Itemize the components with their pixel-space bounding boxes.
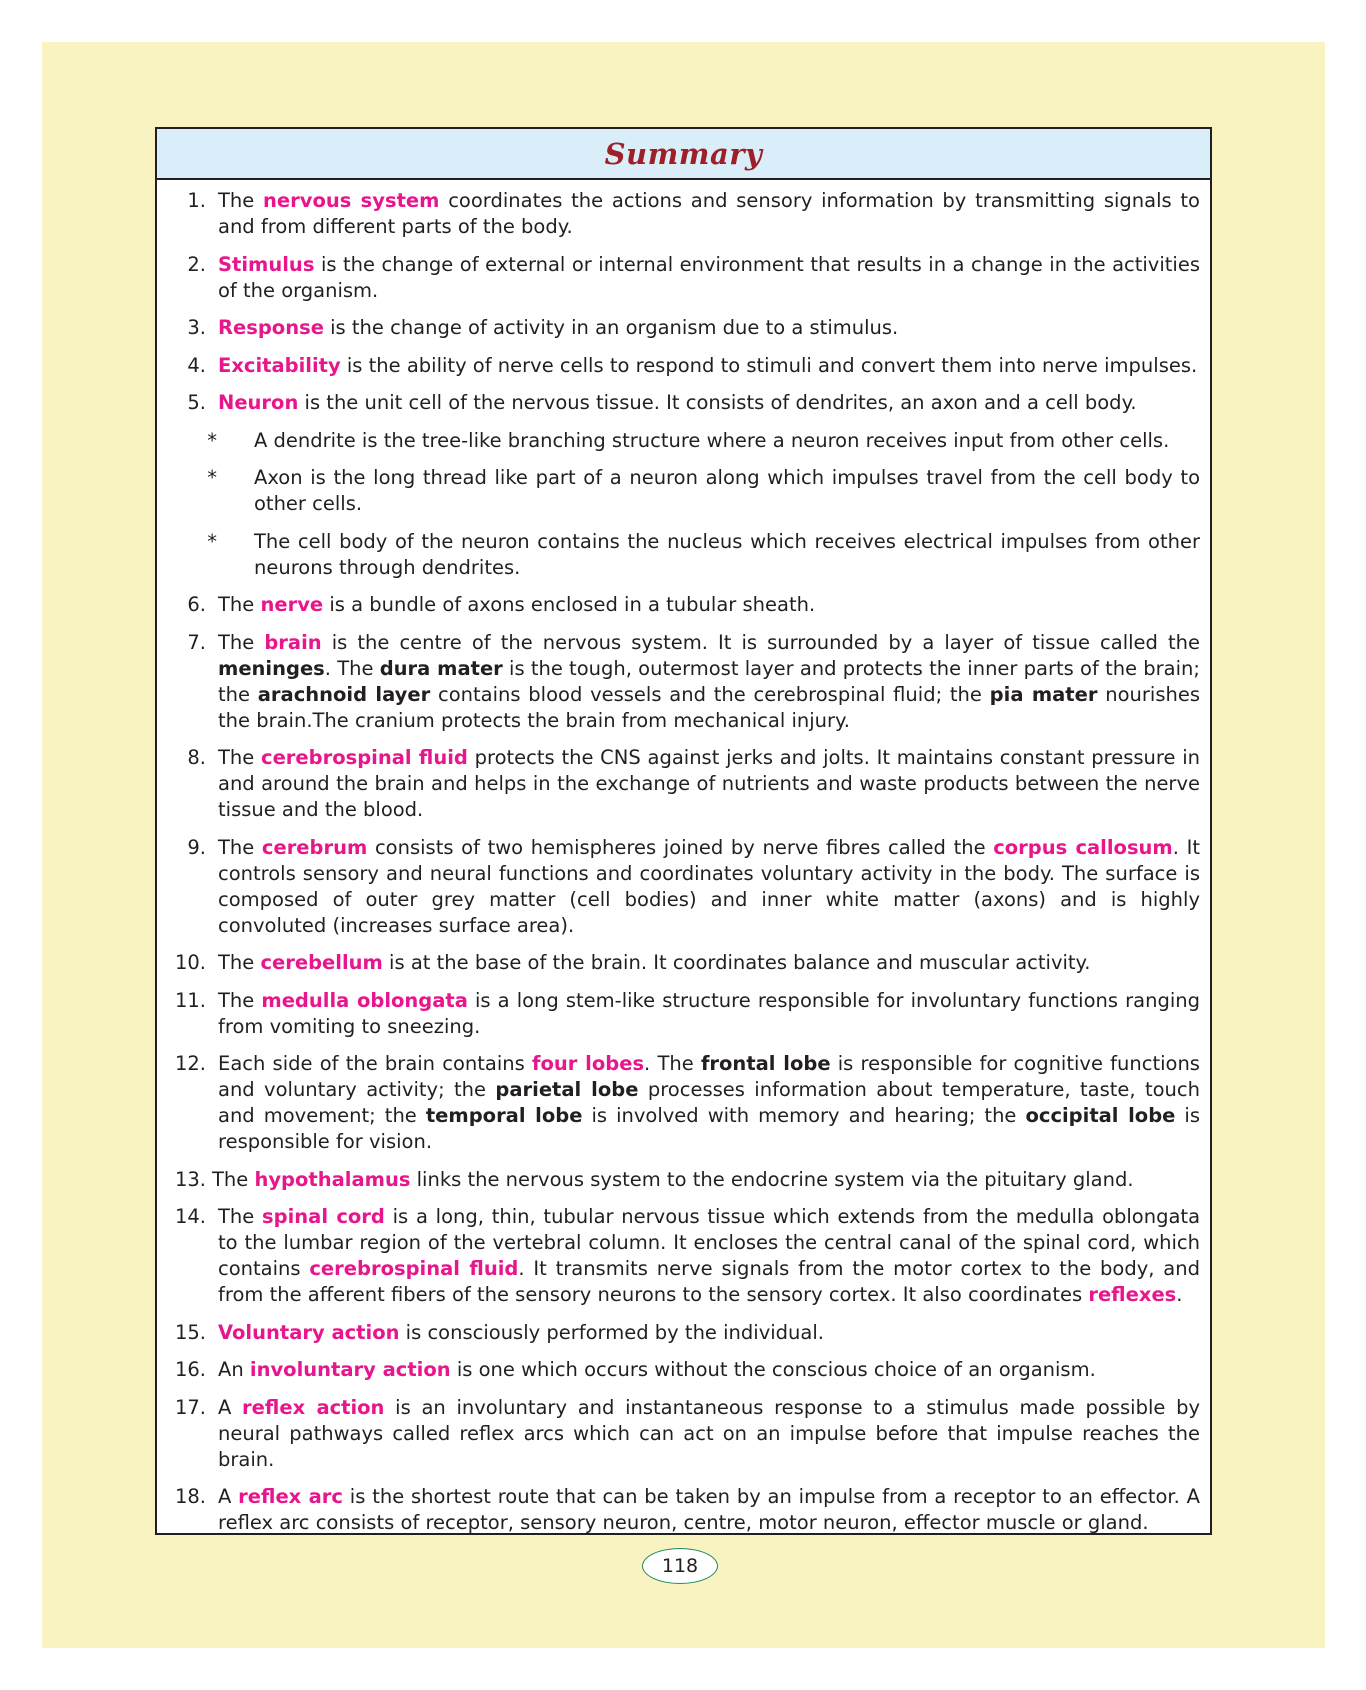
item-number: 2. [187, 252, 206, 276]
key-term: cerebrospinal fluid [261, 746, 468, 769]
bold-term: parietal lobe [495, 1078, 639, 1101]
key-term: nervous system [263, 189, 440, 212]
item-number: 15. [174, 1320, 206, 1344]
item-number: 7. [187, 630, 206, 654]
item-text: Neuron is the unit cell of the nervous tissue. It consists of dendrites, an axon and a cell body. [218, 391, 1137, 414]
item-text: Response is the change of activity in an organism due to a stimulus. [218, 316, 899, 339]
item-text: A reflex action is an involuntary and instantaneous response to a stimulus made possible by neural pathways called reflex arcs which can act on an impulse before that impulse reaches the brain. [218, 1395, 1200, 1471]
key-term: involuntary action [249, 1358, 451, 1381]
bold-term: pia mater [989, 682, 1098, 706]
summary-item [157, 188, 1200, 240]
item-text: The cerebrospinal fluid protects the CNS against jerks and jolts. It maintains constant pressure in and around the brain and helps in the exchange of nutrients and waste products between the nerve tissue and the blood. [218, 746, 1201, 821]
item-text: The cerebrum consists of two hemispheres joined by nerve fibres called the corpus callosum. It controls sensory and neural functions and coordinates voluntary activity in the body. The surface is composed of outer grey matter (cell bodies) and inner white matter (axons) and is highly convoluted (increases surface area). [218, 835, 1200, 937]
summary-item [157, 1204, 1200, 1308]
item-text: Each side of the brain contains four lobes. The frontal lobe is responsible for cognitive functions and voluntary activity; the parietal lobe processes information about temperature, taste, touch and movement; the temporal lobe is involved with memory and hearing; the occipital lobe is responsible for vision. [218, 1052, 1201, 1153]
item-number: 14. [174, 1205, 206, 1228]
item-number: 16. [174, 1358, 206, 1381]
sub-item-text: The cell body of the neuron contains the nucleus which receives electrical impulses from other neurons through dendrites. [254, 529, 1200, 579]
page-number: 118 [642, 1548, 718, 1584]
item-number: 10. [174, 951, 206, 974]
item-text: The spinal cord is a long, thin, tubular nervous tissue which extends from the medulla oblongata to the lumbar region of the vertebral column. It encloses the central canal of the spinal cord, which contains cerebrospinal fluid. It transmits nerve signals from the motor cortex to the body, and from the afferent fibers of the sensory neurons to the sensory cortex. It also coordinates reflexes. [218, 1205, 1201, 1306]
item-number: 13. [174, 1167, 206, 1191]
summary-item [157, 1484, 1200, 1536]
bold-term: occipital lobe [1025, 1104, 1176, 1127]
key-term: Response [218, 316, 324, 339]
summary-item [157, 315, 1200, 341]
key-term: reflexes [1088, 1283, 1177, 1306]
item-text: Voluntary action is consciously performed by the individual. [218, 1320, 824, 1344]
key-term: reflex arc [238, 1485, 343, 1508]
key-term: cerebellum [260, 951, 383, 974]
summary-item [157, 745, 1200, 823]
item-number: 12. [174, 1052, 206, 1075]
key-term: cerebrum [261, 835, 368, 859]
summary-item [157, 252, 1200, 304]
item-number: 1. [187, 189, 206, 212]
summary-item [157, 988, 1200, 1040]
key-term: hypothalamus [254, 1167, 411, 1191]
sub-item-text: A dendrite is the tree-like branching structure where a neuron receives input from other cells. [254, 428, 1170, 452]
summary-list [157, 180, 1210, 1536]
key-term: four lobes [532, 1052, 645, 1075]
item-number: 17. [174, 1395, 206, 1419]
item-text: The nervous system coordinates the actions and sensory information by transmitting signals to and from different parts of the body. [218, 189, 1200, 238]
sub-item [157, 465, 1200, 517]
bold-term: meninges [218, 656, 325, 680]
sub-item [157, 529, 1200, 581]
sub-item [157, 428, 1200, 454]
bullet-icon: * [207, 529, 217, 553]
summary-item [157, 835, 1200, 939]
summary-item [157, 1167, 1200, 1193]
bold-term: frontal lobe [700, 1052, 831, 1075]
item-number: 3. [187, 316, 206, 339]
summary-item [157, 950, 1200, 976]
bold-term: temporal lobe [425, 1104, 583, 1127]
key-term: nerve [260, 593, 324, 616]
item-text: A reflex arc is the shortest route that can be taken by an impulse from a receptor to an effector. A reflex arc consists of receptor, sensory neuron, centre, motor neuron, effector muscle or gland. [218, 1485, 1200, 1534]
sub-item-text: Axon is the long thread like part of a neuron along which impulses travel from the cell body to other cells. [254, 466, 1200, 515]
summary-header [157, 129, 1210, 180]
item-number: 9. [187, 835, 206, 859]
item-text: Stimulus is the change of external or internal environment that results in a change in the activities of the organism. [218, 252, 1200, 302]
summary-item [157, 390, 1200, 416]
summary-title: Summary [604, 136, 763, 171]
item-text: Excitability is the ability of nerve cells to respond to stimuli and convert them into nerve impulses. [218, 353, 1198, 377]
item-number: 4. [187, 353, 206, 377]
item-number: 11. [174, 988, 206, 1012]
summary-item [157, 592, 1200, 618]
key-term: Excitability [218, 353, 341, 377]
item-number: 8. [187, 746, 206, 769]
bold-term: arachnoid layer [257, 682, 431, 706]
item-text: The nerve is a bundle of axons enclosed in a tubular sheath. [218, 593, 816, 616]
summary-item [157, 353, 1200, 379]
item-number: 6. [187, 593, 206, 616]
item-text: The hypothalamus links the nervous system to the endocrine system via the pituitary gland. [212, 1167, 1134, 1191]
bold-term: dura mater [379, 656, 503, 680]
summary-item [157, 1051, 1200, 1155]
summary-box [155, 127, 1212, 1535]
item-text: The brain is the centre of the nervous system. It is surrounded by a layer of tissue called the meninges. The dura mater is the tough, outermost layer and protects the inner parts of the brain; the arachnoid layer contains blood vessels and the cerebrospinal fluid; the pia mater nourishes the brain.The cranium protects the brain from mechanical injury. [218, 630, 1200, 732]
summary-item [157, 630, 1200, 734]
key-term: corpus callosum [993, 835, 1173, 859]
item-number: 5. [187, 391, 206, 414]
key-term: Stimulus [218, 252, 315, 276]
key-term: spinal cord [262, 1205, 385, 1228]
item-text: The cerebellum is at the base of the brain. It coordinates balance and muscular activity. [218, 951, 1091, 974]
bullet-icon: * [207, 428, 217, 452]
key-term: Neuron [218, 391, 299, 414]
key-term: reflex action [242, 1395, 385, 1419]
summary-item [157, 1395, 1200, 1473]
summary-item [157, 1320, 1200, 1346]
key-term: cerebrospinal fluid [309, 1257, 519, 1280]
summary-item [157, 1357, 1200, 1383]
key-term: Voluntary action [218, 1320, 400, 1344]
bullet-icon: * [207, 466, 217, 489]
item-text: The medulla oblongata is a long stem-like structure responsible for involuntary functions ranging from vomiting to sneezing. [218, 988, 1200, 1038]
key-term: medulla oblongata [261, 988, 468, 1012]
item-text: An involuntary action is one which occurs without the conscious choice of an organism. [218, 1358, 1096, 1381]
item-number: 18. [174, 1485, 206, 1508]
key-term: brain [264, 630, 322, 654]
